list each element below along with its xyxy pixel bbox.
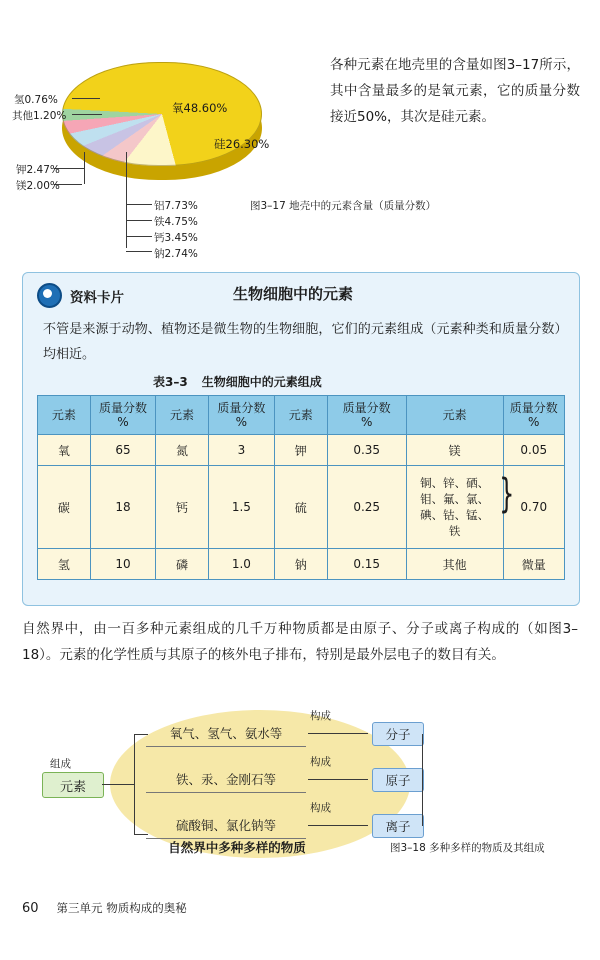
cell-r1c4: 3 (208, 435, 274, 466)
leader-line-vertical-left (84, 152, 85, 184)
diagram-connector-element (102, 784, 134, 785)
th-mass-2: 质量分数 % (208, 396, 274, 435)
pie-callout-other: 其他1.20% (12, 110, 67, 122)
diagram-relation-label-3: 构成 (310, 802, 331, 814)
th-mass-3: 质量分数 % (327, 396, 406, 435)
leader-line-iron (126, 220, 152, 221)
cell-r3c3: 磷 (156, 549, 209, 580)
cell-r3c5: 钠 (274, 549, 327, 580)
figure-3-18-caption: 图3–18 多种多样的物质及其组成 (390, 842, 545, 854)
pie-callout-aluminium: 铝7.73% (154, 200, 198, 212)
pie-callout-potassium: 钾2.47% (16, 164, 60, 176)
th-element-1: 元素 (38, 396, 91, 435)
diagram-particle-atom: 原子 (372, 768, 424, 792)
cell-r3c7: 其他 (406, 549, 503, 580)
cell-r2c5: 硫 (274, 466, 327, 549)
brace-icon: } (498, 471, 514, 517)
pie-chart-figure (12, 40, 314, 260)
table-row (38, 549, 565, 580)
body-paragraph-2: 自然界中，由一百多种元素组成的几千万种物质都是由原子、分子或离子构成的（如图3–18）。元素的化学性质与其原子的核外电子排布，特别是最外层电子的数目有关。 (22, 621, 578, 663)
cell-r2c4: 1.5 (208, 466, 274, 549)
pie-callout-sodium: 钠2.74% (154, 248, 198, 260)
table-row (38, 466, 565, 549)
th-element-2: 元素 (156, 396, 209, 435)
cell-r1c3: 氮 (156, 435, 209, 466)
pie-callout-iron: 铁4.75% (154, 216, 198, 228)
diagram-relation-label-2: 构成 (310, 756, 331, 768)
cell-r2c3: 钙 (156, 466, 209, 549)
diagram-footer-label: 自然界中多种多样的物质 (168, 840, 306, 855)
leader-line-hydrogen (72, 98, 100, 99)
info-card-title: 生物细胞中的元素 (233, 285, 354, 303)
pie-chart (62, 58, 270, 176)
leader-line-calcium (126, 236, 152, 237)
cell-r1c6: 0.35 (327, 435, 406, 466)
th-element-4: 元素 (406, 396, 503, 435)
diagram-bracket-vertical (134, 734, 135, 834)
table-header-row (38, 396, 565, 435)
cell-r1c8: 0.05 (503, 435, 564, 466)
page-number: 60 (22, 901, 39, 916)
info-card-header-label: 资料卡片 (70, 289, 124, 306)
leader-line-aluminium (126, 204, 152, 205)
info-card-header (37, 283, 124, 308)
cell-r2c8: } 0.70 (503, 466, 564, 549)
cell-r2c2: 18 (90, 466, 156, 549)
cell-r3c1: 氢 (38, 549, 91, 580)
intro-paragraph: 各种元素在地壳里的含量如图3–17所示，其中含量最多的是氧元素，它的质量分数接近50%，其次是硅元素。 (330, 57, 580, 125)
pie-callout-magnesium: 镁2.00% (16, 180, 60, 192)
cell-r3c2: 10 (90, 549, 156, 580)
cell-r3c6: 0.15 (327, 549, 406, 580)
cell-r3c8: 微量 (503, 549, 564, 580)
cell-r1c1: 氧 (38, 435, 91, 466)
diagram-element-box: 元素 (42, 772, 104, 798)
diagram-arrow-1 (308, 733, 368, 734)
cell-r3c4: 1.0 (208, 549, 274, 580)
cell-r1c7: 镁 (406, 435, 503, 466)
table-row (38, 435, 565, 466)
info-card-body-text: 不管是来源于动物、植物还是微生物的生物细胞，它们的元素组成（元素种类和质量分数）均相近。 (43, 322, 561, 362)
diagram-arrow-2 (308, 779, 368, 780)
diagram-substance-row-2: 铁、汞、金刚石等 (146, 770, 306, 793)
leader-line-sodium (126, 251, 152, 252)
diagram-compose-label: 组成 (50, 758, 71, 770)
cell-r2c1: 碳 (38, 466, 91, 549)
diagram-particle-ion: 离子 (372, 814, 424, 838)
diagram-particle-link-line (422, 734, 423, 826)
table-3-3-caption (153, 373, 322, 390)
leader-line-vertical-right (126, 152, 127, 248)
pie-callout-hydrogen: 氢0.76% (14, 94, 58, 106)
table-3-3-number: 表3–3 (153, 375, 188, 389)
cell-r1c5: 钾 (274, 435, 327, 466)
cell-r1c2: 65 (90, 435, 156, 466)
diagram-arrow-3 (308, 825, 368, 826)
th-element-3: 元素 (274, 396, 327, 435)
leader-line-other (72, 114, 102, 115)
th-mass-1: 质量分数 % (90, 396, 156, 435)
cell-r2c7-trace-elements: 铜、锌、硒、 钼、氟、氯、 碘、钴、锰、 铁 (406, 466, 503, 549)
figure-3-17-caption: 图3–17 地壳中的元素含量（质量分数） (250, 200, 437, 212)
diagram-substance-row-1: 氧气、氢气、氨水等 (146, 724, 306, 747)
page-footer (22, 900, 187, 916)
unit-title: 第三单元 物质构成的奥秘 (56, 901, 187, 915)
diagram-relation-label-1: 构成 (310, 710, 331, 722)
cell-r2c6: 0.25 (327, 466, 406, 549)
diagram-particle-molecule: 分子 (372, 722, 424, 746)
pie-slice-label-silicon: 硅26.30% (214, 137, 270, 151)
pie-callout-calcium: 钙3.45% (154, 232, 198, 244)
pie-slice-label-oxygen: 氧48.60% (172, 101, 228, 115)
diagram-substance-row-3: 硫酸铜、氯化钠等 (146, 816, 306, 839)
th-mass-4: 质量分数 % (503, 396, 564, 435)
info-card (22, 272, 580, 606)
info-circle-icon (37, 283, 62, 308)
table-3-3-title: 生物细胞中的元素组成 (201, 375, 322, 389)
bio-cell-element-table (37, 395, 565, 580)
